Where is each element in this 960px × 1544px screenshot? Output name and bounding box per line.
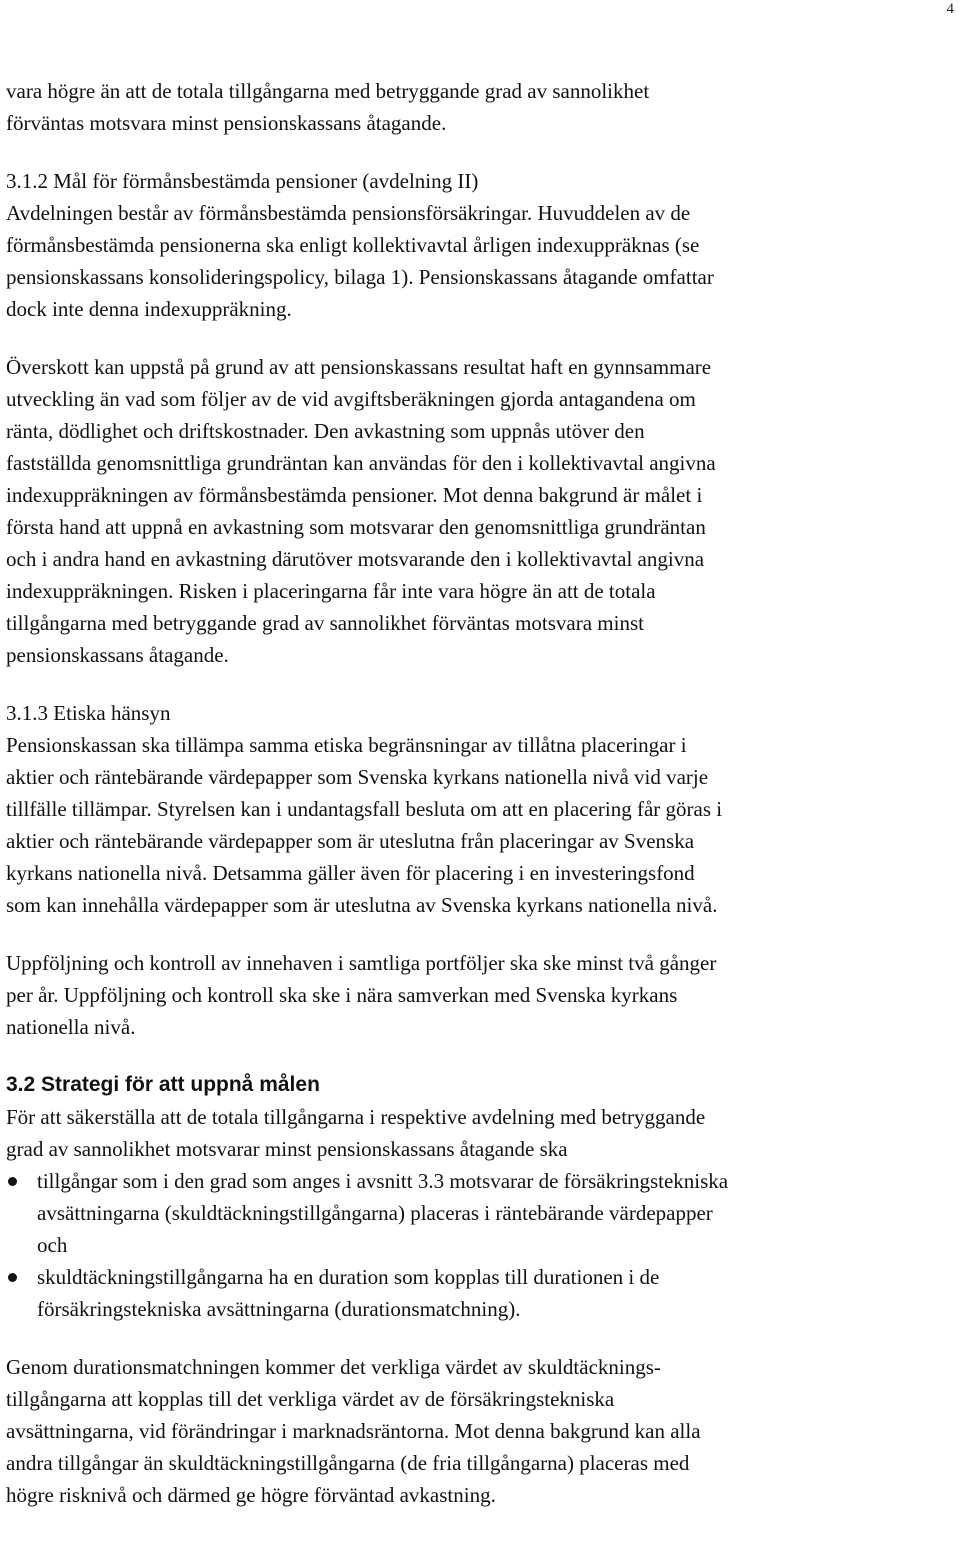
text-line: Genom durationsmatchningen kommer det verkliga värdet av skuldtäcknings- [6, 1355, 661, 1379]
text-line: aktier och räntebärande värdepapper som är uteslutna från placeringar av Svenska [6, 829, 695, 853]
text-line: indexuppräkningen. Risken i placeringarna får inte vara högre än att de totala [6, 579, 656, 603]
text-line: aktier och räntebärande värdepapper som Svenska kyrkans nationella nivå vid varje [6, 765, 709, 789]
section-heading-3-1-2: 3.1.2 Mål för förmånsbestämda pensioner (avdelning II) [6, 169, 479, 193]
text-line: försäkringstekniska avsättningarna (durationsmatchning). [37, 1297, 521, 1321]
section-3-1-2-paragraph-2 [6, 351, 950, 671]
text-line: tillgångarna med betryggande grad av sannolikhet förväntas motsvara minst [6, 611, 644, 635]
section-3-1-3-paragraph-2 [6, 947, 950, 1043]
text-line: högre risknivå och därmed ge högre förväntad avkastning. [6, 1483, 496, 1507]
section-3-1-3-paragraph-1 [6, 729, 950, 921]
bullet-list [6, 1165, 950, 1325]
section-heading-3-1-3: 3.1.3 Etiska hänsyn [6, 701, 171, 725]
text-line: dock inte denna indexuppräkning. [6, 297, 292, 321]
text-line: pensionskassans åtagande. [6, 643, 229, 667]
text-line: förväntas motsvara minst pensionskassans åtagande. [6, 111, 447, 135]
text-line: Överskott kan uppstå på grund av att pensionskassans resultat haft en gynnsammare [6, 355, 712, 379]
bullet-icon [8, 1177, 17, 1186]
bullet-item [6, 1261, 950, 1325]
text-line: Avdelningen består av förmånsbestämda pensionsförsäkringar. Huvuddelen av de [6, 201, 691, 225]
spacer [6, 325, 950, 351]
text-line: skuldtäckningstillgångarna ha en duration som kopplas till durationen i de [37, 1265, 660, 1289]
bullet-icon [8, 1273, 17, 1282]
spacer [6, 1325, 950, 1351]
text-line: kyrkans nationella nivå. Detsamma gäller även för placering i en investeringsfond [6, 861, 695, 885]
text-line: grad av sannolikhet motsvarar minst pensionskassans åtagande ska [6, 1137, 568, 1161]
section-3-1-2-paragraph-1 [6, 197, 950, 325]
text-line: pensionskassans konsolideringspolicy, bilaga 1). Pensionskassans åtagande omfattar [6, 265, 714, 289]
section-3-2-intro [6, 1101, 950, 1165]
text-line: ränta, dödlighet och driftskostnader. Den avkastning som uppnås utöver den [6, 419, 645, 443]
text-line: fastställda genomsnittliga grundräntan kan användas för den i kollektivavtal angivna [6, 451, 716, 475]
text-line: indexuppräkningen av förmånsbestämda pensioner. Mot denna bakgrund är målet i [6, 483, 703, 507]
spacer [6, 921, 950, 947]
text-line: Pensionskassan ska tillämpa samma etiska begränsningar av tillåtna placeringar i [6, 733, 687, 757]
section-heading-3-2: 3.2 Strategi för att uppnå målen [6, 1073, 320, 1096]
intro-paragraph [6, 75, 950, 139]
text-line: vara högre än att de totala tillgångarna med betryggande grad av sannolikhet [6, 79, 650, 103]
spacer [6, 1043, 950, 1067]
spacer [6, 671, 950, 697]
text-line: För att säkerställa att de totala tillgångarna i respektive avdelning med betryggande [6, 1105, 706, 1129]
text-line: tillfälle tillämpar. Styrelsen kan i undantagsfall besluta om att en placering får göras i [6, 797, 723, 821]
section-3-2-closing-paragraph [6, 1351, 950, 1511]
text-line: och i andra hand en avkastning därutöver motsvarande den i kollektivavtal angivna [6, 547, 705, 571]
spacer [6, 139, 950, 165]
text-line: per år. Uppföljning och kontroll ska ske i nära samverkan med Svenska kyrkans [6, 983, 678, 1007]
text-line: Uppföljning och kontroll av innehaven i samtliga portföljer ska ske minst två gånger [6, 951, 717, 975]
text-line: utveckling än vad som följer av de vid avgiftsberäkningen gjorda antagandena om [6, 387, 696, 411]
text-line: avsättningarna, vid förändringar i marknadsräntorna. Mot denna bakgrund kan alla [6, 1419, 701, 1443]
page-number: 4 [946, 1, 954, 17]
text-line: tillgångarna att kopplas till det verkliga värdet av de försäkringstekniska [6, 1387, 615, 1411]
text-line: nationella nivå. [6, 1015, 136, 1039]
text-line: andra tillgångar än skuldtäckningstillgångarna (de fria tillgångarna) placeras med [6, 1451, 690, 1475]
text-line: förmånsbestämda pensionerna ska enligt kollektivavtal årligen indexuppräknas (se [6, 233, 700, 257]
text-line: och [37, 1233, 68, 1257]
text-line: första hand att uppnå en avkastning som motsvarar den genomsnittliga grundräntan [6, 515, 706, 539]
document-body [6, 75, 950, 1511]
bullet-item [6, 1165, 950, 1261]
text-line: som kan innehålla värdepapper som är uteslutna av Svenska kyrkans nationella nivå. [6, 893, 718, 917]
text-line: tillgångar som i den grad som anges i avsnitt 3.3 motsvarar de försäkringstekniska [37, 1169, 729, 1193]
text-line: avsättningarna (skuldtäckningstillgångarna) placeras i räntebärande värdepapper [37, 1201, 713, 1225]
